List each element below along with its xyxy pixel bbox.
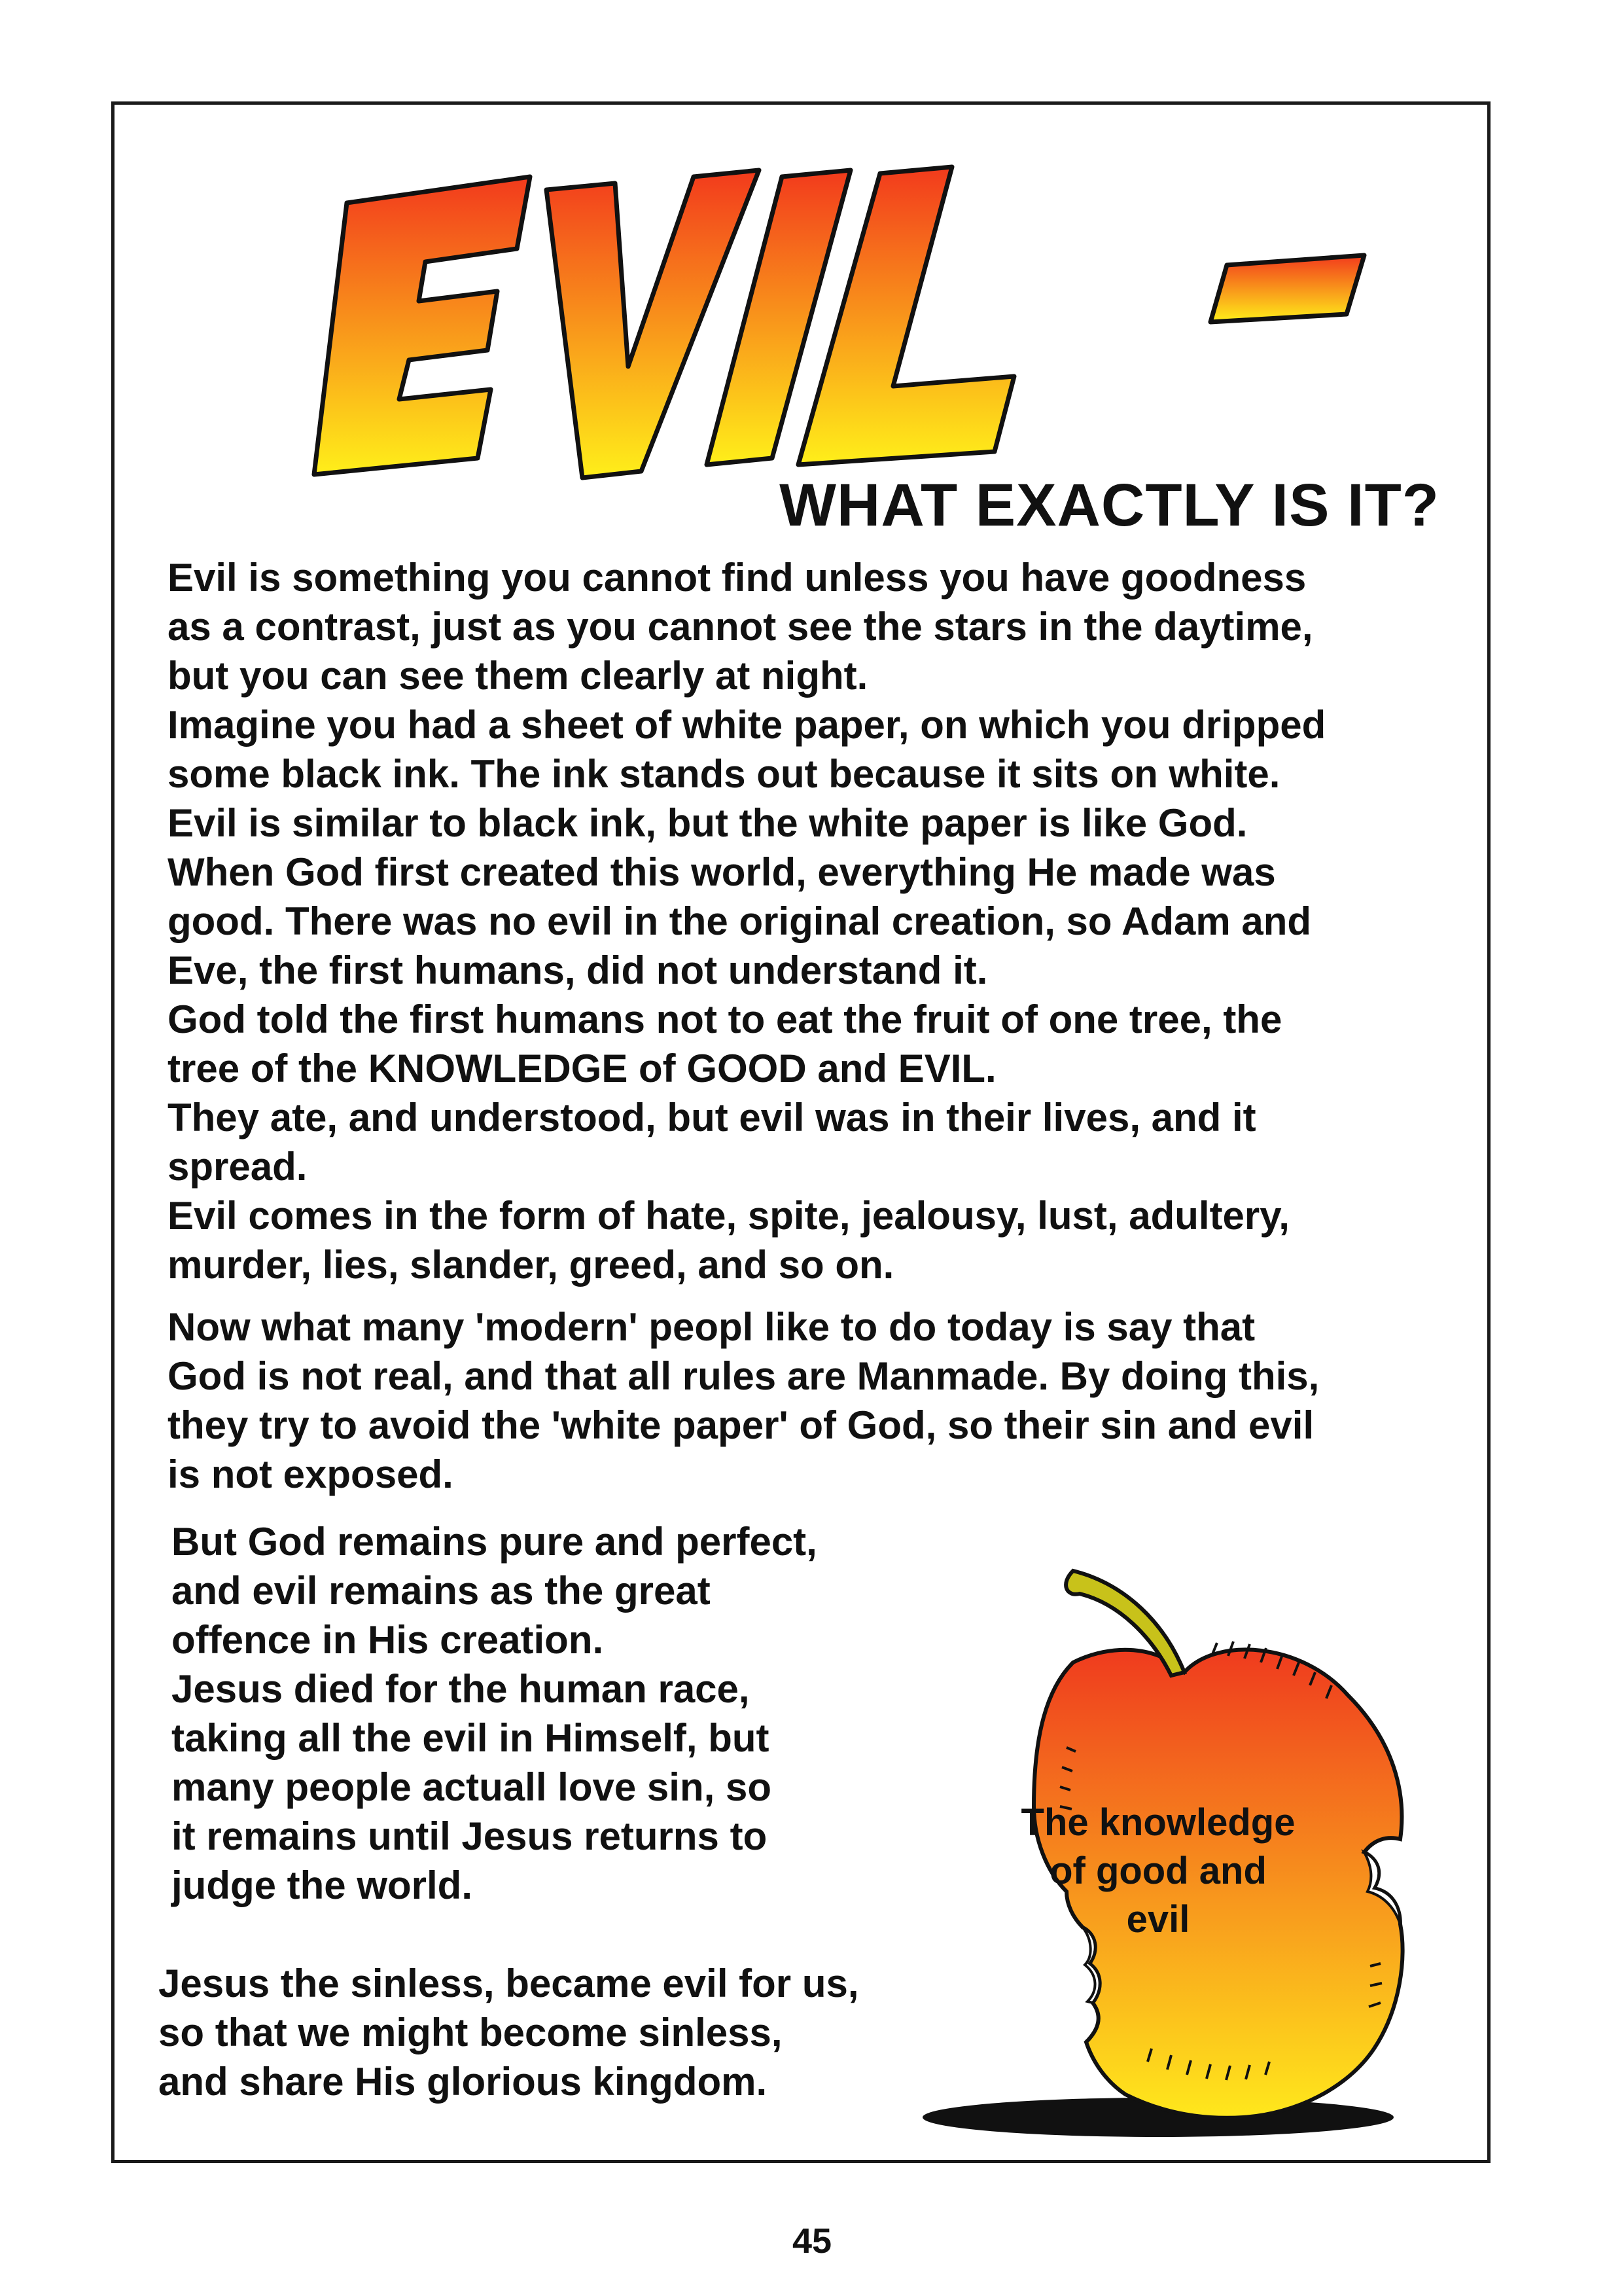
text-line: and share His glorious kingdom. [158,2060,768,2104]
text-line: good. There was no evil in the original creation, so Adam and [168,899,1312,943]
text-line: many people actuall love sin, so [171,1765,771,1809]
paragraph-god-remains [171,1517,924,1910]
text-line: Imagine you had a sheet of white paper, on which you dripped [168,703,1326,747]
text-line: judge the world. [171,1863,472,1907]
text-line: offence in His creation. [171,1618,604,1662]
text-line: Eve, the first humans, did not understand it. [168,948,988,992]
text-line: Jesus died for the human race, [171,1667,750,1711]
apple-caption [981,1799,1335,1944]
text-line: as a contrast, just as you cannot see the stars in the daytime, [168,605,1313,649]
evil-title-graphic [301,151,1381,491]
text-line: Jesus the sinless, became evil for us, [158,1962,859,2005]
text-line: taking all the evil in Himself, but [171,1716,769,1760]
text-line: When God first created this world, everything He made was [168,850,1276,894]
text-line: tree of the KNOWLEDGE of GOOD and EVIL. [168,1047,997,1090]
text-line: they try to avoid the 'white paper' of God, so their sin and evil [168,1403,1315,1447]
text-line: Now what many 'modern' peopl like to do today is say that [168,1305,1256,1349]
text-line: Evil is something you cannot find unless you have goodness [168,556,1307,600]
text-line: spread. [168,1145,308,1189]
text-line: and evil remains as the great [171,1569,711,1613]
text-line: Evil is similar to black ink, but the white paper is like God. [168,801,1248,845]
text-line: it remains until Jesus returns to [171,1814,768,1858]
paragraph-intro [168,553,1450,1289]
title-letter-e [314,177,530,475]
paragraph-modern-people [168,1302,1450,1499]
title-dash [1210,255,1364,322]
text-line: is not exposed. [168,1452,453,1496]
text-line: so that we might become sinless, [158,2011,783,2054]
text-line: evil [1126,1898,1190,1941]
text-line: But God remains pure and perfect, [171,1520,817,1564]
subtitle: WHAT EXACTLY IS IT? [779,472,1439,539]
text-line: They ate, and understood, but evil was in their lives, and it [168,1096,1256,1139]
text-line: Evil comes in the form of hate, spite, jealousy, lust, adultery, [168,1194,1290,1238]
text-line: God is not real, and that all rules are Manmade. By doing this, [168,1354,1320,1398]
text-line: murder, lies, slander, greed, and so on. [168,1243,894,1287]
text-line: but you can see them clearly at night. [168,654,868,698]
text-line: of good and [1050,1850,1267,1892]
text-line: The knowledge [1021,1801,1296,1844]
page-number: 45 [792,2221,832,2261]
text-line: God told the first humans not to eat the fruit of one tree, the [168,997,1282,1041]
text-line: some black ink. The ink stands out because it sits on white. [168,752,1280,796]
